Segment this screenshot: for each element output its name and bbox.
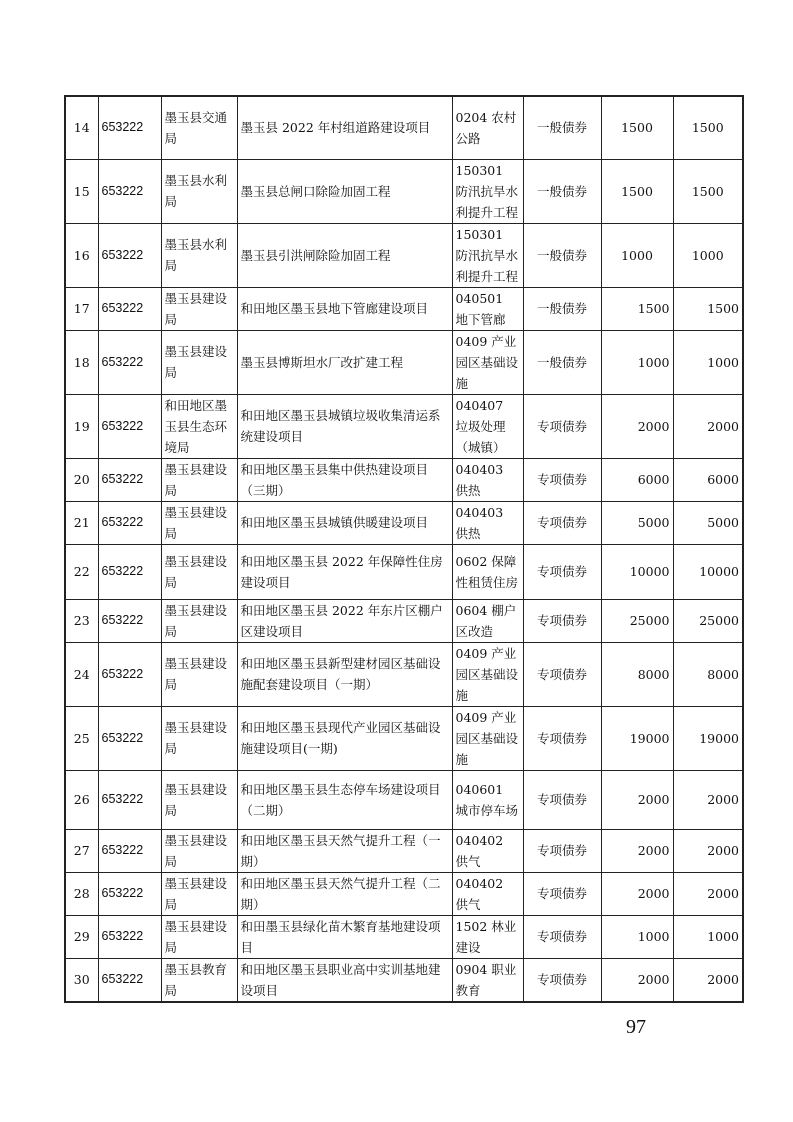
bond-amount: 10000 bbox=[601, 544, 673, 599]
bond-amount: 1000 bbox=[601, 915, 673, 958]
project-name: 和田地区墨玉县生态停车场建设项目（二期） bbox=[237, 770, 452, 829]
department-name: 墨玉县建设局 bbox=[161, 599, 237, 642]
bond-amount: 6000 bbox=[601, 458, 673, 501]
department-name: 墨玉县建设局 bbox=[161, 642, 237, 706]
project-category: 040402 供气 bbox=[452, 872, 523, 915]
region-code: 653222 bbox=[98, 394, 161, 458]
table-row bbox=[65, 223, 743, 287]
allocated-amount: 1000 bbox=[673, 223, 743, 287]
bond-type: 专项债券 bbox=[523, 458, 601, 501]
project-name: 墨玉县引洪闸除险加固工程 bbox=[237, 223, 452, 287]
row-index: 17 bbox=[65, 287, 98, 330]
project-name: 和田地区墨玉县现代产业园区基础设施建设项目(一期) bbox=[237, 706, 452, 770]
project-name: 和田地区墨玉县 2022 年东片区棚户区建设项目 bbox=[237, 599, 452, 642]
region-code: 653222 bbox=[98, 458, 161, 501]
allocated-amount: 2000 bbox=[673, 958, 743, 1002]
allocated-amount: 1000 bbox=[673, 915, 743, 958]
bond-type: 专项债券 bbox=[523, 501, 601, 544]
department-name: 墨玉县建设局 bbox=[161, 706, 237, 770]
bond-amount: 25000 bbox=[601, 599, 673, 642]
department-name: 墨玉县建设局 bbox=[161, 872, 237, 915]
project-name: 和田地区墨玉县集中供热建设项目（三期） bbox=[237, 458, 452, 501]
region-code: 653222 bbox=[98, 159, 161, 223]
allocated-amount: 2000 bbox=[673, 770, 743, 829]
project-category: 150301 防汛抗旱水利提升工程 bbox=[452, 223, 523, 287]
bond-type: 专项债券 bbox=[523, 829, 601, 872]
project-name: 墨玉县 2022 年村组道路建设项目 bbox=[237, 96, 452, 159]
table-row bbox=[65, 829, 743, 872]
table-row bbox=[65, 394, 743, 458]
table-row bbox=[65, 159, 743, 223]
project-name: 和田地区墨玉县天然气提升工程（二期） bbox=[237, 872, 452, 915]
bond-type: 专项债券 bbox=[523, 394, 601, 458]
bond-type: 专项债券 bbox=[523, 544, 601, 599]
row-index: 16 bbox=[65, 223, 98, 287]
region-code: 653222 bbox=[98, 872, 161, 915]
allocated-amount: 6000 bbox=[673, 458, 743, 501]
allocated-amount: 10000 bbox=[673, 544, 743, 599]
department-name: 墨玉县交通局 bbox=[161, 96, 237, 159]
department-name: 墨玉县建设局 bbox=[161, 544, 237, 599]
page-number: 97 bbox=[626, 1016, 646, 1038]
project-name: 和田地区墨玉县地下管廊建设项目 bbox=[237, 287, 452, 330]
table-row bbox=[65, 501, 743, 544]
table-row bbox=[65, 706, 743, 770]
row-index: 21 bbox=[65, 501, 98, 544]
project-name: 和田地区墨玉县天然气提升工程（一期） bbox=[237, 829, 452, 872]
table-row bbox=[65, 544, 743, 599]
project-name: 墨玉县博斯坦水厂改扩建工程 bbox=[237, 330, 452, 394]
bond-amount: 2000 bbox=[601, 829, 673, 872]
region-code: 653222 bbox=[98, 330, 161, 394]
bond-amount: 2000 bbox=[601, 872, 673, 915]
bond-amount: 2000 bbox=[601, 770, 673, 829]
department-name: 墨玉县建设局 bbox=[161, 915, 237, 958]
bond-amount: 8000 bbox=[601, 642, 673, 706]
department-name: 和田地区墨玉县生态环境局 bbox=[161, 394, 237, 458]
allocated-amount: 1500 bbox=[673, 159, 743, 223]
project-category: 040501 地下管廊 bbox=[452, 287, 523, 330]
project-category: 040601 城市停车场 bbox=[452, 770, 523, 829]
row-index: 24 bbox=[65, 642, 98, 706]
project-category: 0604 棚户区改造 bbox=[452, 599, 523, 642]
project-category: 0904 职业教育 bbox=[452, 958, 523, 1002]
project-category: 0409 产业园区基础设施 bbox=[452, 642, 523, 706]
department-name: 墨玉县建设局 bbox=[161, 829, 237, 872]
bond-amount: 1500 bbox=[601, 159, 673, 223]
table-row bbox=[65, 330, 743, 394]
project-name: 和田墨玉县绿化苗木繁育基地建设项目 bbox=[237, 915, 452, 958]
department-name: 墨玉县建设局 bbox=[161, 770, 237, 829]
department-name: 墨玉县建设局 bbox=[161, 458, 237, 501]
bond-amount: 1000 bbox=[601, 330, 673, 394]
table-row bbox=[65, 872, 743, 915]
region-code: 653222 bbox=[98, 958, 161, 1002]
allocated-amount: 25000 bbox=[673, 599, 743, 642]
project-name: 墨玉县总闸口除险加固工程 bbox=[237, 159, 452, 223]
project-category: 040407 垃圾处理（城镇） bbox=[452, 394, 523, 458]
region-code: 653222 bbox=[98, 287, 161, 330]
project-name: 和田地区墨玉县城镇供暖建设项目 bbox=[237, 501, 452, 544]
region-code: 653222 bbox=[98, 642, 161, 706]
region-code: 653222 bbox=[98, 770, 161, 829]
department-name: 墨玉县建设局 bbox=[161, 330, 237, 394]
department-name: 墨玉县水利局 bbox=[161, 223, 237, 287]
table-row bbox=[65, 599, 743, 642]
project-category: 1502 林业建设 bbox=[452, 915, 523, 958]
bond-type: 一般债券 bbox=[523, 330, 601, 394]
bond-type: 专项债券 bbox=[523, 642, 601, 706]
bond-amount: 2000 bbox=[601, 394, 673, 458]
region-code: 653222 bbox=[98, 706, 161, 770]
region-code: 653222 bbox=[98, 501, 161, 544]
bond-type: 专项债券 bbox=[523, 915, 601, 958]
row-index: 14 bbox=[65, 96, 98, 159]
bond-type: 专项债券 bbox=[523, 958, 601, 1002]
table-row bbox=[65, 642, 743, 706]
project-name: 和田地区墨玉县职业高中实训基地建设项目 bbox=[237, 958, 452, 1002]
region-code: 653222 bbox=[98, 544, 161, 599]
table-row bbox=[65, 458, 743, 501]
table-row bbox=[65, 958, 743, 1002]
project-name: 和田地区墨玉县城镇垃圾收集清运系统建设项目 bbox=[237, 394, 452, 458]
department-name: 墨玉县建设局 bbox=[161, 501, 237, 544]
allocated-amount: 2000 bbox=[673, 829, 743, 872]
bond-project-table bbox=[64, 95, 744, 1003]
table-body bbox=[65, 96, 743, 1002]
table-row bbox=[65, 770, 743, 829]
department-name: 墨玉县水利局 bbox=[161, 159, 237, 223]
bond-type: 专项债券 bbox=[523, 770, 601, 829]
row-index: 18 bbox=[65, 330, 98, 394]
bond-amount: 1500 bbox=[601, 287, 673, 330]
bond-amount: 2000 bbox=[601, 958, 673, 1002]
allocated-amount: 1500 bbox=[673, 287, 743, 330]
table-row bbox=[65, 287, 743, 330]
region-code: 653222 bbox=[98, 915, 161, 958]
project-category: 040402 供气 bbox=[452, 829, 523, 872]
bond-type: 一般债券 bbox=[523, 96, 601, 159]
project-category: 040403 供热 bbox=[452, 458, 523, 501]
table-row bbox=[65, 96, 743, 159]
region-code: 653222 bbox=[98, 829, 161, 872]
row-index: 28 bbox=[65, 872, 98, 915]
project-category: 0204 农村公路 bbox=[452, 96, 523, 159]
row-index: 29 bbox=[65, 915, 98, 958]
region-code: 653222 bbox=[98, 599, 161, 642]
row-index: 15 bbox=[65, 159, 98, 223]
bond-amount: 1500 bbox=[601, 96, 673, 159]
project-category: 0602 保障性租赁住房 bbox=[452, 544, 523, 599]
project-name: 和田地区墨玉县新型建材园区基础设施配套建设项目（一期） bbox=[237, 642, 452, 706]
allocated-amount: 2000 bbox=[673, 394, 743, 458]
row-index: 25 bbox=[65, 706, 98, 770]
row-index: 27 bbox=[65, 829, 98, 872]
project-category: 150301 防汛抗旱水利提升工程 bbox=[452, 159, 523, 223]
department-name: 墨玉县教育局 bbox=[161, 958, 237, 1002]
allocated-amount: 5000 bbox=[673, 501, 743, 544]
row-index: 20 bbox=[65, 458, 98, 501]
table-row bbox=[65, 915, 743, 958]
row-index: 30 bbox=[65, 958, 98, 1002]
bond-amount: 5000 bbox=[601, 501, 673, 544]
project-category: 0409 产业园区基础设施 bbox=[452, 706, 523, 770]
bond-type: 专项债券 bbox=[523, 706, 601, 770]
allocated-amount: 19000 bbox=[673, 706, 743, 770]
row-index: 19 bbox=[65, 394, 98, 458]
allocated-amount: 1000 bbox=[673, 330, 743, 394]
bond-type: 一般债券 bbox=[523, 159, 601, 223]
region-code: 653222 bbox=[98, 223, 161, 287]
project-category: 040403 供热 bbox=[452, 501, 523, 544]
row-index: 23 bbox=[65, 599, 98, 642]
allocated-amount: 8000 bbox=[673, 642, 743, 706]
bond-amount: 1000 bbox=[601, 223, 673, 287]
region-code: 653222 bbox=[98, 96, 161, 159]
bond-type: 专项债券 bbox=[523, 599, 601, 642]
row-index: 22 bbox=[65, 544, 98, 599]
bond-type: 一般债券 bbox=[523, 223, 601, 287]
allocated-amount: 1500 bbox=[673, 96, 743, 159]
bond-type: 一般债券 bbox=[523, 287, 601, 330]
row-index: 26 bbox=[65, 770, 98, 829]
department-name: 墨玉县建设局 bbox=[161, 287, 237, 330]
bond-type: 专项债券 bbox=[523, 872, 601, 915]
allocated-amount: 2000 bbox=[673, 872, 743, 915]
bond-amount: 19000 bbox=[601, 706, 673, 770]
project-category: 0409 产业园区基础设施 bbox=[452, 330, 523, 394]
project-name: 和田地区墨玉县 2022 年保障性住房建设项目 bbox=[237, 544, 452, 599]
